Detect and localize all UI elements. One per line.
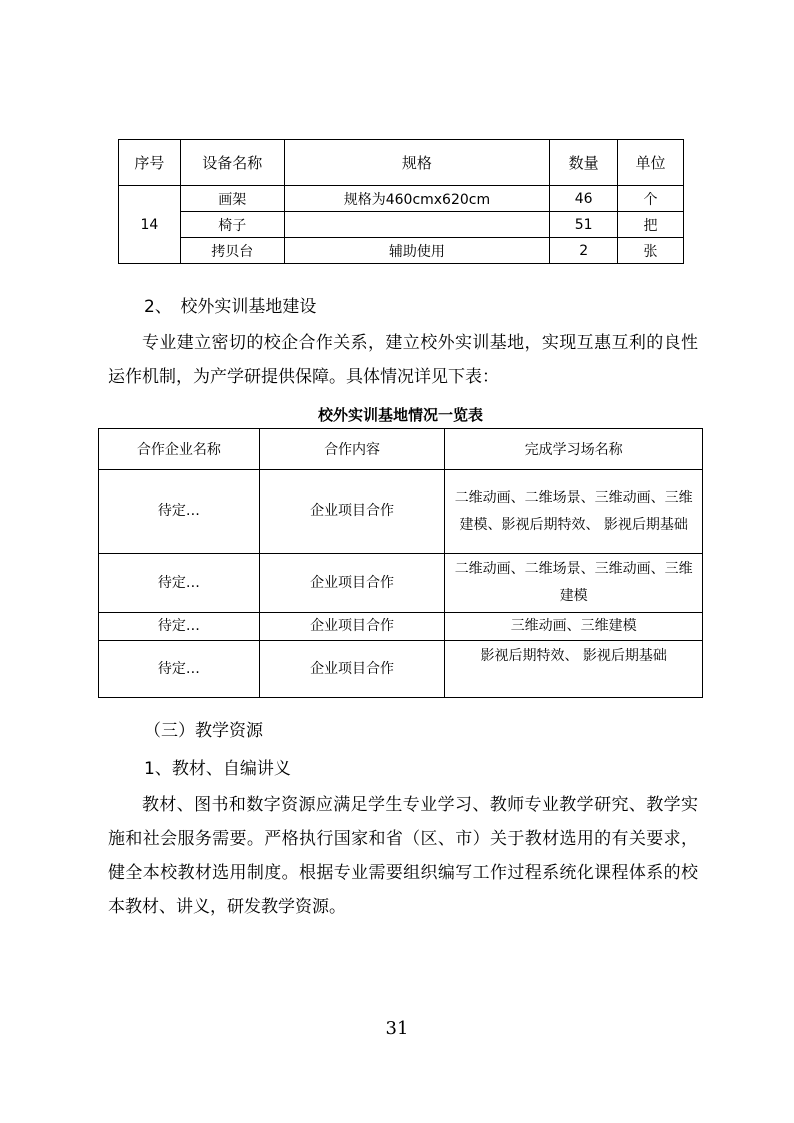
table-row	[119, 186, 684, 212]
table-row	[99, 470, 703, 554]
subsection-heading: 1、教材、自编讲义	[144, 759, 291, 779]
company-cell: 待定…	[99, 554, 260, 613]
section-heading: 2、 校外实训基地建设	[144, 297, 317, 317]
equipment-unit-cell: 个	[618, 186, 684, 212]
content-cell: 企业项目合作	[259, 641, 445, 698]
body-paragraph: 专业建立密切的校企合作关系，建立校外实训基地，实现互惠互利的良性运作机制，为产学研提供保障。具体情况详见下表：	[108, 333, 698, 387]
company-cell: 待定…	[99, 641, 260, 698]
venues-cell: 二维动画、二维场景、三维动画、三维建模	[445, 554, 703, 613]
equipment-qty-cell: 2	[550, 238, 618, 264]
header-cell: 完成学习场名称	[445, 429, 703, 470]
header-cell: 序号	[119, 140, 181, 186]
table-header-row	[99, 429, 703, 470]
training-base-table	[98, 428, 703, 698]
venues-cell: 二维动画、二维场景、三维动画、三维建模、影视后期特效、 影视后期基础	[445, 470, 703, 554]
equipment-name-cell: 画架	[180, 186, 284, 212]
table-row	[119, 212, 684, 238]
content-cell: 企业项目合作	[259, 554, 445, 613]
table-row	[99, 613, 703, 641]
venues-cell: 影视后期特效、 影视后期基础	[445, 641, 703, 698]
equipment-qty-cell: 46	[550, 186, 618, 212]
venues-cell: 三维动画、三维建模	[445, 613, 703, 641]
equipment-qty-cell: 51	[550, 212, 618, 238]
equipment-unit-cell: 张	[618, 238, 684, 264]
header-cell: 规格	[284, 140, 550, 186]
table-row	[99, 641, 703, 698]
company-cell: 待定…	[99, 470, 260, 554]
equipment-spec-cell: 辅助使用	[284, 238, 550, 264]
header-cell: 设备名称	[180, 140, 284, 186]
table-row	[99, 554, 703, 613]
equipment-name-cell: 椅子	[180, 212, 284, 238]
equipment-table	[118, 139, 684, 264]
equipment-unit-cell: 把	[618, 212, 684, 238]
section-heading: （三）教学资源	[144, 721, 263, 741]
table-caption: 校外实训基地情况一览表	[317, 406, 483, 424]
header-cell: 合作企业名称	[99, 429, 260, 470]
equipment-name-cell: 拷贝台	[180, 238, 284, 264]
company-cell: 待定…	[99, 613, 260, 641]
body-paragraph: 教材、图书和数字资源应满足学生专业学习、教师专业教学研究、教学实施和社会服务需要。严格执行国家和省（区、市）关于教材选用的有关要求，健全本校教材选用制度。根据专业需要组织编写工作过程系统化课程体系的校本教材、讲义，研发教学资源。	[108, 795, 698, 917]
equipment-spec-cell	[284, 212, 550, 238]
header-cell: 数量	[550, 140, 618, 186]
page-number: 31	[385, 1018, 409, 1039]
content-cell: 企业项目合作	[259, 470, 445, 554]
equipment-spec-cell: 规格为460cmx620cm	[284, 186, 550, 212]
group-number-cell: 14	[119, 186, 181, 264]
header-cell: 单位	[618, 140, 684, 186]
header-cell: 合作内容	[259, 429, 445, 470]
table-header-row	[119, 140, 684, 186]
content-cell: 企业项目合作	[259, 613, 445, 641]
table-row	[119, 238, 684, 264]
